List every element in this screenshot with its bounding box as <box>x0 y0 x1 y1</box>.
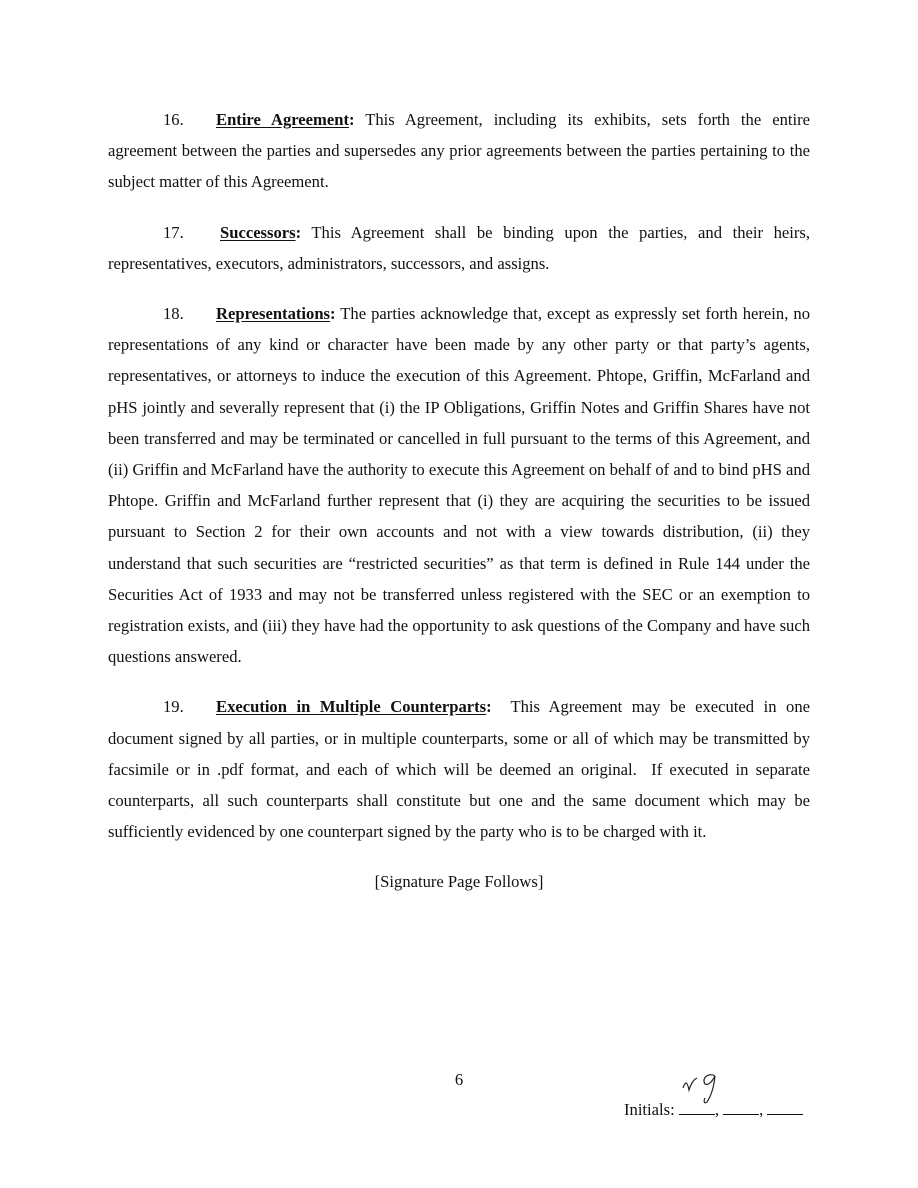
heading-colon: : <box>486 697 492 717</box>
section-text: This Agreement may be executed in one document signed by all parties, or in multiple counterparts, some or all of which may be transmitted by facsimile or in .pdf format, and each of which will be deemed an original. If executed in separate counterparts, all such counterparts shall constitute but one and the same document which may be sufficiently evidenced by one counterpart signed by the party who is to be charged with it. <box>108 697 815 842</box>
initials-label: Initials: <box>624 1100 675 1119</box>
section-17 <box>108 217 810 279</box>
initials-blank-1[interactable] <box>679 1100 715 1115</box>
section-number: 19. <box>163 697 184 717</box>
document-body <box>108 104 815 914</box>
section-16 <box>108 104 810 198</box>
section-heading: Execution in Multiple Counterparts <box>216 697 487 717</box>
initials-line <box>624 1100 803 1120</box>
section-heading: Successors <box>220 222 296 242</box>
section-18 <box>108 298 810 672</box>
section-heading: Representations <box>216 304 331 324</box>
section-number: 16. <box>163 110 184 129</box>
separator: , <box>714 1100 720 1119</box>
section-text: The parties acknowledge that, except as expressly set forth herein, no representations of any kind or character have been made by any other party or that party’s agents, representatives, or attorneys to induce the execution of this Agreement. Phtope, Griffin, McFarland and pHS jointly and severally represent that (i) the IP Obligations, Griffin Notes and Griffin Shares have not been transferred and may be terminated or cancelled in full pursuant to the terms of this Agreement, and (ii) Griffin and McFarland have the authority to execute this Agreement on behalf of and to bind pHS and Phtope. Griffin and McFarland further represent that (i) they are acquiring the securities to be issued pursuant to Section 2 for their own accounts and not with a view towards distribution, (ii) they understand that such securities are “restricted securities” as that term is defined in Rule 144 under the Securities Act of 1933 and may not be transferred unless registered with the SEC or an exemption to registration exists, and (iii) they have had the opportunity to ask questions of the Company and have such questions answered. <box>108 304 810 667</box>
section-number: 18. <box>163 304 184 324</box>
heading-colon: : <box>295 222 302 242</box>
page-number: 6 <box>454 1070 464 1089</box>
section-19 <box>108 691 815 847</box>
section-number: 17. <box>163 222 184 242</box>
initials-blank-3[interactable] <box>767 1100 803 1115</box>
signature-page-note: [Signature Page Follows] <box>374 872 544 892</box>
heading-colon: : <box>330 304 336 324</box>
section-text: This Agreement, including its exhibits, sets forth the entire agreement between the parties and supersedes any prior agreements between the parties pertaining to the subject matter of this Agreement. <box>108 110 810 192</box>
section-heading: Entire Agreement <box>216 110 349 129</box>
initials-blank-2[interactable] <box>723 1100 759 1115</box>
separator: , <box>759 1100 764 1119</box>
handwritten-initials-signature <box>681 1066 721 1106</box>
section-text: This Agreement shall be binding upon the parties, and their heirs, representatives, executors, administrators, successors, and assigns. <box>108 222 810 273</box>
heading-colon: : <box>348 110 355 129</box>
